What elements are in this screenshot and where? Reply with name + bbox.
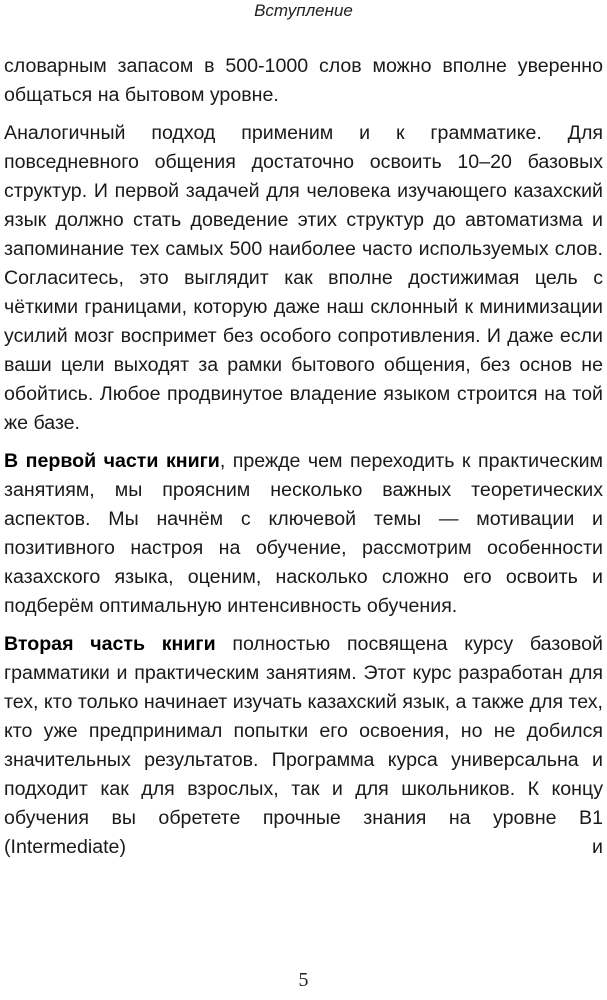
- paragraph-part-one: [4, 447, 603, 621]
- paragraph-part-two: [4, 630, 603, 862]
- paragraph-text: Аналогичный подход применим и к грамматике. Для повседневного общения достаточно освоить 10–20 базовых структур. И первой задачей для человека изучающего казахский язык должно стать доведение этих структур до автоматизма и запоминание тех самых 500 наиболее часто используемых слов. Согласитесь, это выглядит как вполне достижимая цель с чёткими границами, которую даже наш склонный к минимизации усилий мозг воспримет без особого сопротивления. И даже если ваши цели выходят за рамки бытового общения, без основ не обойтись. Любое продвинутое владение языком строится на той же базе.: [4, 122, 603, 434]
- bold-lead-part-one: В первой части книги: [4, 450, 220, 472]
- paragraph-grammar-approach: [4, 119, 603, 438]
- bold-lead-part-two: Вторая часть книги: [4, 633, 216, 655]
- paragraph-text: , прежде чем переходить к практическим занятиям, мы проясним несколько важных теоретических аспектов. Мы начнём с ключевой темы — мотивации и позитивного настроя на обучение, рассмотрим особенности казахского языка, оценим, насколько сложно его освоить и подберём оптимальную интенсивность обучения.: [4, 450, 604, 617]
- running-header: Вступление: [254, 1, 353, 20]
- paragraph-text: словарным запасом в 500-1000 слов можно вполне уверенно общаться на бытовом уровне.: [4, 55, 603, 106]
- paragraph-continuation: [4, 52, 603, 110]
- page-number: 5: [298, 969, 309, 991]
- paragraph-text: полностью посвящена курсу базовой грамматики и практическим занятиям. Этот курс разработан для тех, кто только начинает изучать казахский язык, а также для тех, кто уже предпринимал попытки его освоения, но не добился значительных результатов. Программа курса универсальна и подходит как для взрослых, так и для школьников. К концу обучения вы обретете прочные знания на уровне B1 (Intermediate) и: [4, 633, 603, 858]
- body-text: [4, 52, 603, 862]
